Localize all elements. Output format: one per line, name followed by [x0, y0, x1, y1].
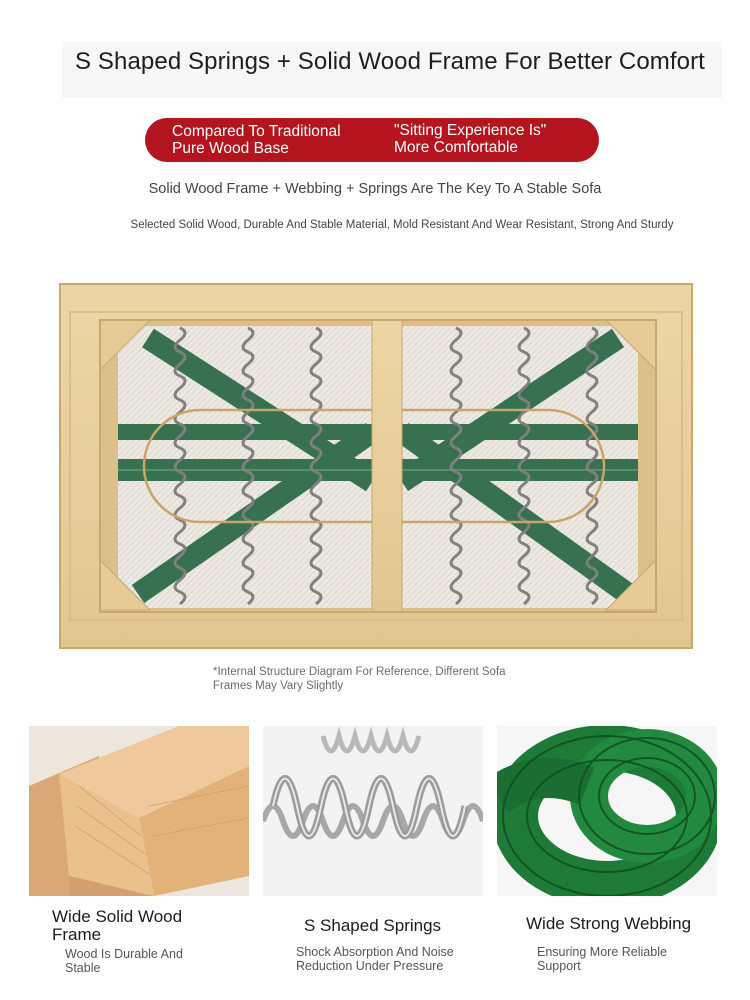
subheading: Solid Wood Frame + Webbing + Springs Are The Key To A Stable Sofa — [148, 181, 602, 197]
comparison-right-line1: "Sitting Experience Is" — [394, 122, 547, 139]
feature-desc-springs-line2: Reduction Under Pressure — [296, 959, 444, 973]
feature-desc-springs — [296, 945, 496, 973]
page-title: S Shaped Springs + Solid Wood Frame For Better Comfort — [75, 48, 705, 75]
sofa-frame-diagram — [58, 282, 694, 650]
feature-desc-webbing — [537, 945, 727, 973]
comparison-left — [172, 123, 372, 157]
comparison-right — [394, 122, 594, 156]
feature-desc-wood-line2: Stable — [65, 961, 101, 975]
feature-desc-wood-line1: Wood Is Durable And — [65, 947, 183, 961]
feature-desc-wood — [65, 947, 240, 975]
feature-card-wood — [52, 908, 242, 944]
feature-card-springs — [304, 917, 504, 935]
feature-card-webbing — [526, 915, 726, 933]
comparison-left-line1: Compared To Traditional — [172, 123, 341, 140]
webbing-photo — [497, 726, 717, 896]
wood-block-photo — [29, 726, 249, 896]
comparison-left-line2: Pure Wood Base — [172, 140, 289, 157]
spring-photo — [263, 726, 483, 896]
feature-desc-webbing-line2: Support — [537, 959, 581, 973]
comparison-banner — [145, 118, 599, 162]
caption-line1: *Internal Structure Diagram For Reference, Different Sofa — [213, 666, 506, 678]
feature-title-wood-line1: Wide Solid Wood — [52, 907, 183, 926]
comparison-right-line2: More Comfortable — [394, 139, 519, 156]
feature-desc-webbing-line1: Ensuring More Reliable — [537, 945, 667, 959]
feature-title-wood-line2: Frame — [52, 925, 102, 944]
description: Selected Solid Wood, Durable And Stable Material, Mold Resistant And Wear Resistant, Strong And Sturdy — [130, 219, 674, 231]
feature-title-springs: S Shaped Springs — [304, 916, 442, 935]
feature-title-webbing: Wide Strong Webbing — [526, 914, 692, 933]
caption-line2: Frames May Vary Slightly — [213, 679, 344, 692]
diagram-caption — [213, 666, 543, 693]
feature-desc-springs-line1: Shock Absorption And Noise — [296, 945, 454, 959]
